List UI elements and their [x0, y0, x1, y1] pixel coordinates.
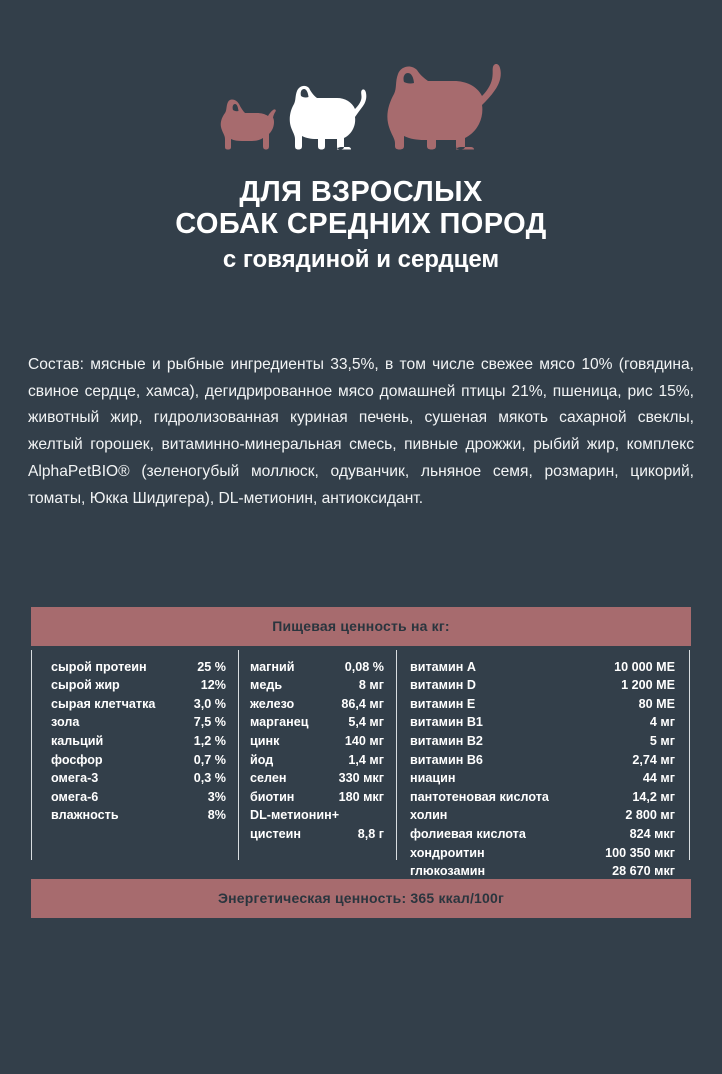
- nutrient-value: 86,4 мг: [341, 696, 384, 711]
- nutrition-row: [250, 732, 384, 751]
- nutrition-row: [410, 658, 675, 677]
- nutrition-row: [51, 658, 226, 677]
- nutrient-value: 0,3 %: [193, 771, 226, 786]
- nutrition-row: [410, 676, 675, 695]
- nutrient-label: цинк: [250, 734, 280, 749]
- nutrient-value: 12%: [200, 678, 226, 693]
- nutrient-value: 28 670 мкг: [612, 864, 675, 879]
- nutrition-row: [250, 676, 384, 695]
- nutrient-label: витамин E: [410, 696, 476, 711]
- nutrient-value: 330 мкг: [338, 771, 384, 786]
- nutrient-value: 140 мг: [344, 734, 384, 749]
- nutrition-row: [410, 825, 675, 844]
- nutrient-label: зола: [51, 715, 80, 730]
- nutrient-label: витамин A: [410, 659, 476, 674]
- product-headline: [0, 176, 722, 274]
- nutrition-row: [51, 751, 226, 770]
- nutrient-value: 0,7 %: [193, 752, 226, 767]
- nutrition-row: [410, 751, 675, 770]
- hero-section: [0, 0, 722, 274]
- headline-line-3: с говядиной и сердцем: [222, 245, 500, 273]
- nutrient-label: глюкозамин: [410, 864, 486, 879]
- nutrient-label: влажность: [51, 808, 119, 823]
- nutrient-value: 7,5 %: [193, 715, 226, 730]
- nutrient-label: сырой протеин: [51, 659, 147, 674]
- large-dog-silhouette: [383, 62, 505, 150]
- nutrient-value: 1 200 МЕ: [621, 678, 675, 693]
- composition-text: Состав: мясные и рыбные ингредиенты 33,5%, в том числе свежее мясо 10% (говядина, свиное сердце, хамса), дегидрированное мясо домашней птицы 21%, пшеница, рис 15%, животный жир, гидролизованная куриная печень, сушеная мякоть сахарной свеклы, желтый горошек, витаминно-минеральная смесь, пивные дрожжи, рыбий жир, комплекс AlphaPetBIO® (зеленогубый моллюск, одуванчик, льняное семя, розмарин, цикорий, томаты, Юкка Шидигера), DL-метионин, антиоксидант.: [28, 355, 694, 507]
- headline-line-1: ДЛЯ ВЗРОСЛЫХ: [239, 176, 483, 208]
- nutrition-row: [410, 862, 675, 881]
- nutrition-row: [51, 806, 226, 825]
- nutrition-column-3: [396, 658, 689, 879]
- nutrient-label: йод: [250, 752, 274, 767]
- nutrient-label: хондроитин: [410, 845, 485, 860]
- nutrient-value: 8,8 г: [357, 827, 384, 842]
- nutrient-value: 5,4 мг: [348, 715, 384, 730]
- nutrient-value: 2,74 мг: [632, 752, 675, 767]
- nutrient-label: магний: [250, 659, 295, 674]
- nutrient-label: фосфор: [51, 752, 103, 767]
- nutrition-row: [250, 806, 384, 825]
- nutrition-row: [250, 788, 384, 807]
- small-dog-silhouette: [217, 98, 279, 150]
- nutrient-value: 25 %: [197, 659, 226, 674]
- nutrient-value: 180 мкг: [338, 789, 384, 804]
- nutrient-label: кальций: [51, 734, 104, 749]
- nutrient-label: холин: [410, 808, 448, 823]
- nutrient-value: 5 мг: [649, 734, 675, 749]
- dog-silhouettes-group: [0, 62, 722, 150]
- nutrition-row: [51, 713, 226, 732]
- nutrition-row: [410, 713, 675, 732]
- nutrient-label: сырой жир: [51, 678, 120, 693]
- nutrient-label: витамин B1: [410, 715, 483, 730]
- nutrient-label: марганец: [250, 715, 309, 730]
- nutrient-value: 8%: [207, 808, 226, 823]
- nutrient-value: 2 800 мг: [625, 808, 675, 823]
- nutrition-row: [250, 695, 384, 714]
- nutrient-label: фолиевая кислота: [410, 827, 526, 842]
- nutrient-label: витамин D: [410, 678, 476, 693]
- nutrient-value: 3%: [207, 789, 226, 804]
- nutrition-row: [250, 825, 384, 844]
- nutrient-value: 4 мг: [649, 715, 675, 730]
- nutrient-value: 8 мг: [358, 678, 384, 693]
- nutrient-value: 1,2 %: [193, 734, 226, 749]
- nutrient-value: 3,0 %: [193, 696, 226, 711]
- nutrient-value: 10 000 МЕ: [614, 659, 675, 674]
- energy-value-bar: Энергетическая ценность: 365 ккал/100г: [31, 879, 691, 918]
- nutrition-row: [410, 788, 675, 807]
- nutrition-row: [51, 732, 226, 751]
- nutrient-value: 1,4 мг: [348, 752, 384, 767]
- nutrition-row: [51, 788, 226, 807]
- nutrient-value: 824 мкг: [629, 827, 675, 842]
- nutrient-label: цистеин: [250, 827, 302, 842]
- nutrition-header-bar: Пищевая ценность на кг:: [31, 607, 691, 646]
- nutrition-row: [250, 769, 384, 788]
- medium-dog-silhouette: [285, 78, 377, 150]
- nutrition-row: [250, 751, 384, 770]
- nutrient-label: селен: [250, 771, 287, 786]
- nutrient-label: медь: [250, 678, 283, 693]
- nutrition-row: [51, 769, 226, 788]
- nutrition-column-1: [31, 658, 238, 864]
- nutrient-label: пантотеновая кислота: [410, 789, 549, 804]
- nutrient-label: витамин B6: [410, 752, 483, 767]
- nutrition-row: [410, 769, 675, 788]
- headline-line-2: СОБАК СРЕДНИХ ПОРОД: [175, 208, 547, 241]
- nutrient-label: омега-3: [51, 771, 99, 786]
- nutrient-label: железо: [250, 696, 295, 711]
- nutrient-value: 0,08 %: [344, 659, 384, 674]
- nutrient-label: омега-6: [51, 789, 99, 804]
- nutrient-value: 14,2 мг: [632, 789, 675, 804]
- nutrition-row: [51, 676, 226, 695]
- nutrient-value: 80 МЕ: [638, 696, 675, 711]
- nutrient-label: ниацин: [410, 771, 456, 786]
- nutrition-row: [410, 844, 675, 863]
- nutrient-label: биотин: [250, 789, 295, 804]
- nutrition-column-2: [238, 658, 396, 864]
- nutrient-label: витамин B2: [410, 734, 483, 749]
- nutrition-row: [51, 695, 226, 714]
- nutrient-label: сырая клетчатка: [51, 696, 156, 711]
- nutrition-row: [410, 695, 675, 714]
- nutrition-row: [410, 732, 675, 751]
- nutrition-row: [410, 806, 675, 825]
- nutrient-value: 100 350 мкг: [605, 845, 675, 860]
- nutrient-value: 44 мг: [642, 771, 675, 786]
- nutrient-label: DL-метионин+: [250, 808, 340, 823]
- nutrition-row: [250, 658, 384, 677]
- nutrition-row: [250, 713, 384, 732]
- nutrition-table: [31, 646, 691, 879]
